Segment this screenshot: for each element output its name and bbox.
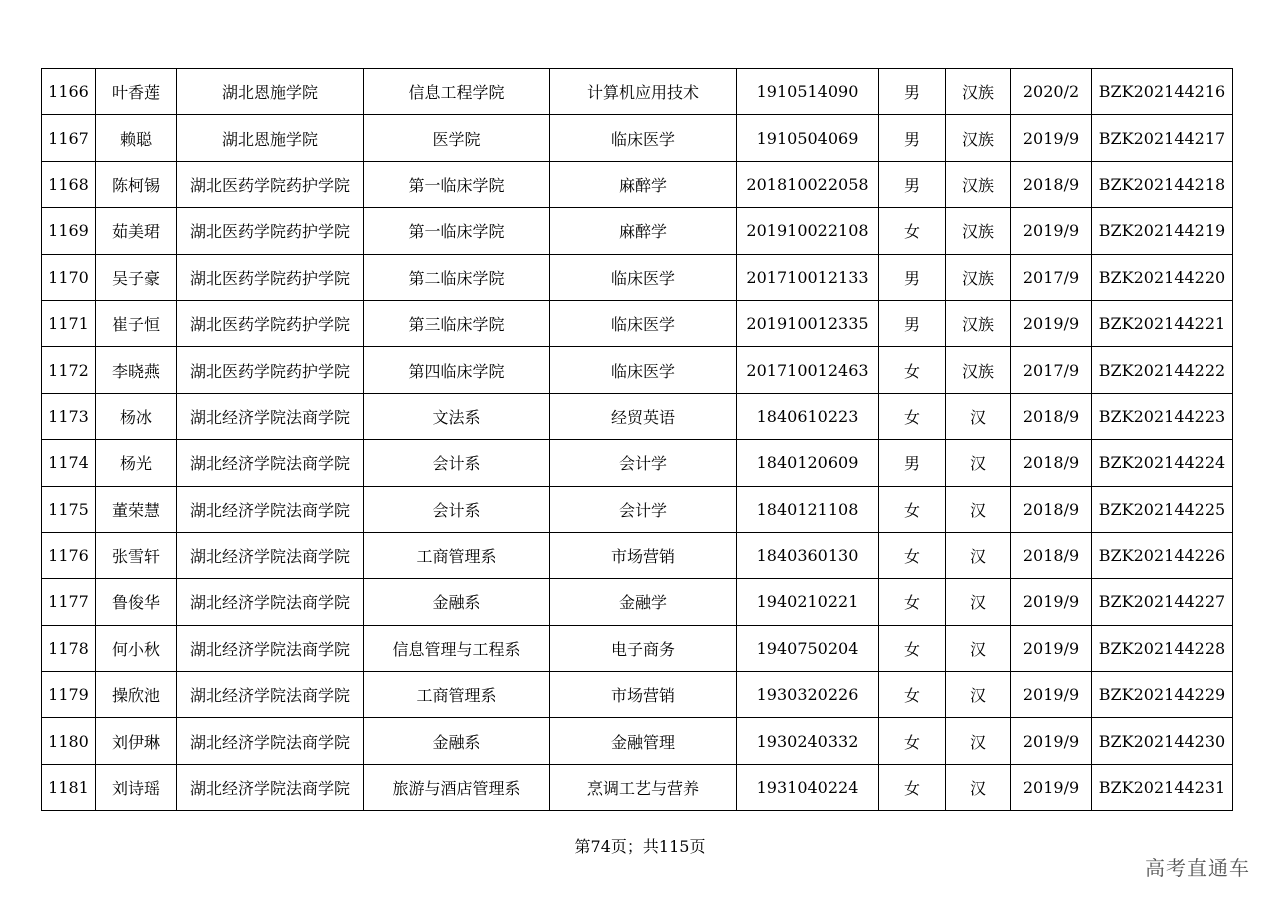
major-cell: 金融学 [550, 579, 737, 625]
table-row [42, 718, 1233, 764]
department-cell: 第三临床学院 [364, 300, 550, 346]
student-id-cell: 1840120609 [737, 440, 879, 486]
table-row [42, 300, 1233, 346]
cert-number-cell: BZK202144216 [1092, 69, 1233, 115]
table-row [42, 532, 1233, 578]
school-cell: 湖北恩施学院 [177, 115, 364, 161]
name-cell: 崔子恒 [96, 300, 177, 346]
department-cell: 第一临床学院 [364, 161, 550, 207]
name-cell: 鲁俊华 [96, 579, 177, 625]
seq-cell: 1180 [42, 718, 96, 764]
seq-cell: 1178 [42, 625, 96, 671]
school-cell: 湖北经济学院法商学院 [177, 579, 364, 625]
enroll-date-cell: 2019/9 [1011, 764, 1092, 810]
name-cell: 杨冰 [96, 393, 177, 439]
name-cell: 吴子豪 [96, 254, 177, 300]
school-cell: 湖北经济学院法商学院 [177, 764, 364, 810]
name-cell: 何小秋 [96, 625, 177, 671]
department-cell: 工商管理系 [364, 532, 550, 578]
student-id-cell: 201910022108 [737, 208, 879, 254]
gender-cell: 女 [879, 764, 946, 810]
student-id-cell: 1940750204 [737, 625, 879, 671]
ethnicity-cell: 汉族 [946, 161, 1011, 207]
school-cell: 湖北医药学院药护学院 [177, 254, 364, 300]
ethnicity-cell: 汉族 [946, 69, 1011, 115]
major-cell: 会计学 [550, 440, 737, 486]
seq-cell: 1179 [42, 672, 96, 718]
name-cell: 刘诗瑶 [96, 764, 177, 810]
student-id-cell: 1931040224 [737, 764, 879, 810]
ethnicity-cell: 汉 [946, 625, 1011, 671]
ethnicity-cell: 汉族 [946, 347, 1011, 393]
cert-number-cell: BZK202144229 [1092, 672, 1233, 718]
cert-number-cell: BZK202144227 [1092, 579, 1233, 625]
ethnicity-cell: 汉族 [946, 254, 1011, 300]
student-id-cell: 1930320226 [737, 672, 879, 718]
department-cell: 医学院 [364, 115, 550, 161]
name-cell: 刘伊琳 [96, 718, 177, 764]
student-id-cell: 1840360130 [737, 532, 879, 578]
ethnicity-cell: 汉 [946, 718, 1011, 764]
cert-number-cell: BZK202144224 [1092, 440, 1233, 486]
student-id-cell: 201710012133 [737, 254, 879, 300]
school-cell: 湖北经济学院法商学院 [177, 486, 364, 532]
school-cell: 湖北医药学院药护学院 [177, 208, 364, 254]
ethnicity-cell: 汉族 [946, 115, 1011, 161]
major-cell: 市场营销 [550, 672, 737, 718]
seq-cell: 1171 [42, 300, 96, 346]
major-cell: 临床医学 [550, 300, 737, 346]
department-cell: 工商管理系 [364, 672, 550, 718]
school-cell: 湖北经济学院法商学院 [177, 672, 364, 718]
table-row [42, 254, 1233, 300]
cert-number-cell: BZK202144225 [1092, 486, 1233, 532]
ethnicity-cell: 汉族 [946, 208, 1011, 254]
major-cell: 临床医学 [550, 254, 737, 300]
student-id-cell: 201710012463 [737, 347, 879, 393]
student-id-cell: 201910012335 [737, 300, 879, 346]
student-id-cell: 201810022058 [737, 161, 879, 207]
gender-cell: 男 [879, 254, 946, 300]
name-cell: 杨光 [96, 440, 177, 486]
cert-number-cell: BZK202144230 [1092, 718, 1233, 764]
table-row [42, 208, 1233, 254]
table-row [42, 161, 1233, 207]
seq-cell: 1167 [42, 115, 96, 161]
ethnicity-cell: 汉 [946, 579, 1011, 625]
major-cell: 计算机应用技术 [550, 69, 737, 115]
enroll-date-cell: 2019/9 [1011, 208, 1092, 254]
seq-cell: 1174 [42, 440, 96, 486]
student-id-cell: 1930240332 [737, 718, 879, 764]
major-cell: 麻醉学 [550, 208, 737, 254]
seq-cell: 1176 [42, 532, 96, 578]
school-cell: 湖北医药学院药护学院 [177, 300, 364, 346]
gender-cell: 女 [879, 393, 946, 439]
cert-number-cell: BZK202144222 [1092, 347, 1233, 393]
ethnicity-cell: 汉 [946, 486, 1011, 532]
cert-number-cell: BZK202144226 [1092, 532, 1233, 578]
cert-number-cell: BZK202144228 [1092, 625, 1233, 671]
cert-number-cell: BZK202144219 [1092, 208, 1233, 254]
seq-cell: 1170 [42, 254, 96, 300]
enroll-date-cell: 2019/9 [1011, 579, 1092, 625]
gender-cell: 女 [879, 208, 946, 254]
table-row [42, 393, 1233, 439]
ethnicity-cell: 汉 [946, 393, 1011, 439]
table-row [42, 486, 1233, 532]
school-cell: 湖北经济学院法商学院 [177, 393, 364, 439]
gender-cell: 女 [879, 718, 946, 764]
seq-cell: 1166 [42, 69, 96, 115]
seq-cell: 1175 [42, 486, 96, 532]
gender-cell: 男 [879, 115, 946, 161]
page-indicator: 第74页；共115页 [574, 837, 706, 856]
table-row [42, 347, 1233, 393]
enroll-date-cell: 2017/9 [1011, 347, 1092, 393]
enroll-date-cell: 2019/9 [1011, 718, 1092, 764]
table-row [42, 115, 1233, 161]
gender-cell: 男 [879, 69, 946, 115]
name-cell: 茹美珺 [96, 208, 177, 254]
school-cell: 湖北经济学院法商学院 [177, 718, 364, 764]
student-id-cell: 1910504069 [737, 115, 879, 161]
gender-cell: 男 [879, 440, 946, 486]
name-cell: 张雪轩 [96, 532, 177, 578]
student-id-cell: 1840610223 [737, 393, 879, 439]
enroll-date-cell: 2019/9 [1011, 115, 1092, 161]
school-cell: 湖北医药学院药护学院 [177, 347, 364, 393]
name-cell: 李晓燕 [96, 347, 177, 393]
table-row [42, 625, 1233, 671]
enroll-date-cell: 2018/9 [1011, 486, 1092, 532]
enroll-date-cell: 2019/9 [1011, 300, 1092, 346]
department-cell: 第四临床学院 [364, 347, 550, 393]
seq-cell: 1173 [42, 393, 96, 439]
watermark: 高考直通车 [1145, 856, 1250, 880]
department-cell: 旅游与酒店管理系 [364, 764, 550, 810]
gender-cell: 女 [879, 625, 946, 671]
department-cell: 信息工程学院 [364, 69, 550, 115]
cert-number-cell: BZK202144217 [1092, 115, 1233, 161]
enroll-date-cell: 2020/2 [1011, 69, 1092, 115]
major-cell: 麻醉学 [550, 161, 737, 207]
cert-number-cell: BZK202144231 [1092, 764, 1233, 810]
ethnicity-cell: 汉 [946, 440, 1011, 486]
seq-cell: 1168 [42, 161, 96, 207]
table-row [42, 672, 1233, 718]
seq-cell: 1177 [42, 579, 96, 625]
table-row [42, 579, 1233, 625]
seq-cell: 1181 [42, 764, 96, 810]
ethnicity-cell: 汉族 [946, 300, 1011, 346]
cert-number-cell: BZK202144218 [1092, 161, 1233, 207]
department-cell: 会计系 [364, 486, 550, 532]
cert-number-cell: BZK202144223 [1092, 393, 1233, 439]
enroll-date-cell: 2018/9 [1011, 393, 1092, 439]
department-cell: 第二临床学院 [364, 254, 550, 300]
gender-cell: 女 [879, 579, 946, 625]
gender-cell: 女 [879, 486, 946, 532]
major-cell: 金融管理 [550, 718, 737, 764]
enroll-date-cell: 2018/9 [1011, 440, 1092, 486]
major-cell: 市场营销 [550, 532, 737, 578]
roster-table [41, 68, 1233, 811]
cert-number-cell: BZK202144221 [1092, 300, 1233, 346]
major-cell: 电子商务 [550, 625, 737, 671]
school-cell: 湖北经济学院法商学院 [177, 532, 364, 578]
seq-cell: 1172 [42, 347, 96, 393]
major-cell: 经贸英语 [550, 393, 737, 439]
enroll-date-cell: 2018/9 [1011, 161, 1092, 207]
enroll-date-cell: 2018/9 [1011, 532, 1092, 578]
cert-number-cell: BZK202144220 [1092, 254, 1233, 300]
gender-cell: 女 [879, 672, 946, 718]
name-cell: 董荣慧 [96, 486, 177, 532]
ethnicity-cell: 汉 [946, 764, 1011, 810]
enroll-date-cell: 2019/9 [1011, 672, 1092, 718]
department-cell: 金融系 [364, 579, 550, 625]
name-cell: 叶香莲 [96, 69, 177, 115]
ethnicity-cell: 汉 [946, 672, 1011, 718]
school-cell: 湖北恩施学院 [177, 69, 364, 115]
school-cell: 湖北经济学院法商学院 [177, 440, 364, 486]
name-cell: 赖聪 [96, 115, 177, 161]
table-row [42, 764, 1233, 810]
roster-body [42, 69, 1233, 811]
enroll-date-cell: 2017/9 [1011, 254, 1092, 300]
ethnicity-cell: 汉 [946, 532, 1011, 578]
department-cell: 金融系 [364, 718, 550, 764]
seq-cell: 1169 [42, 208, 96, 254]
school-cell: 湖北经济学院法商学院 [177, 625, 364, 671]
major-cell: 会计学 [550, 486, 737, 532]
major-cell: 临床医学 [550, 115, 737, 161]
student-id-cell: 1910514090 [737, 69, 879, 115]
name-cell: 操欣池 [96, 672, 177, 718]
department-cell: 文法系 [364, 393, 550, 439]
gender-cell: 男 [879, 300, 946, 346]
student-id-cell: 1940210221 [737, 579, 879, 625]
table-row [42, 440, 1233, 486]
department-cell: 第一临床学院 [364, 208, 550, 254]
department-cell: 信息管理与工程系 [364, 625, 550, 671]
enroll-date-cell: 2019/9 [1011, 625, 1092, 671]
name-cell: 陈柯锡 [96, 161, 177, 207]
major-cell: 临床医学 [550, 347, 737, 393]
table-row [42, 69, 1233, 115]
major-cell: 烹调工艺与营养 [550, 764, 737, 810]
gender-cell: 女 [879, 532, 946, 578]
school-cell: 湖北医药学院药护学院 [177, 161, 364, 207]
gender-cell: 男 [879, 161, 946, 207]
gender-cell: 女 [879, 347, 946, 393]
department-cell: 会计系 [364, 440, 550, 486]
student-id-cell: 1840121108 [737, 486, 879, 532]
